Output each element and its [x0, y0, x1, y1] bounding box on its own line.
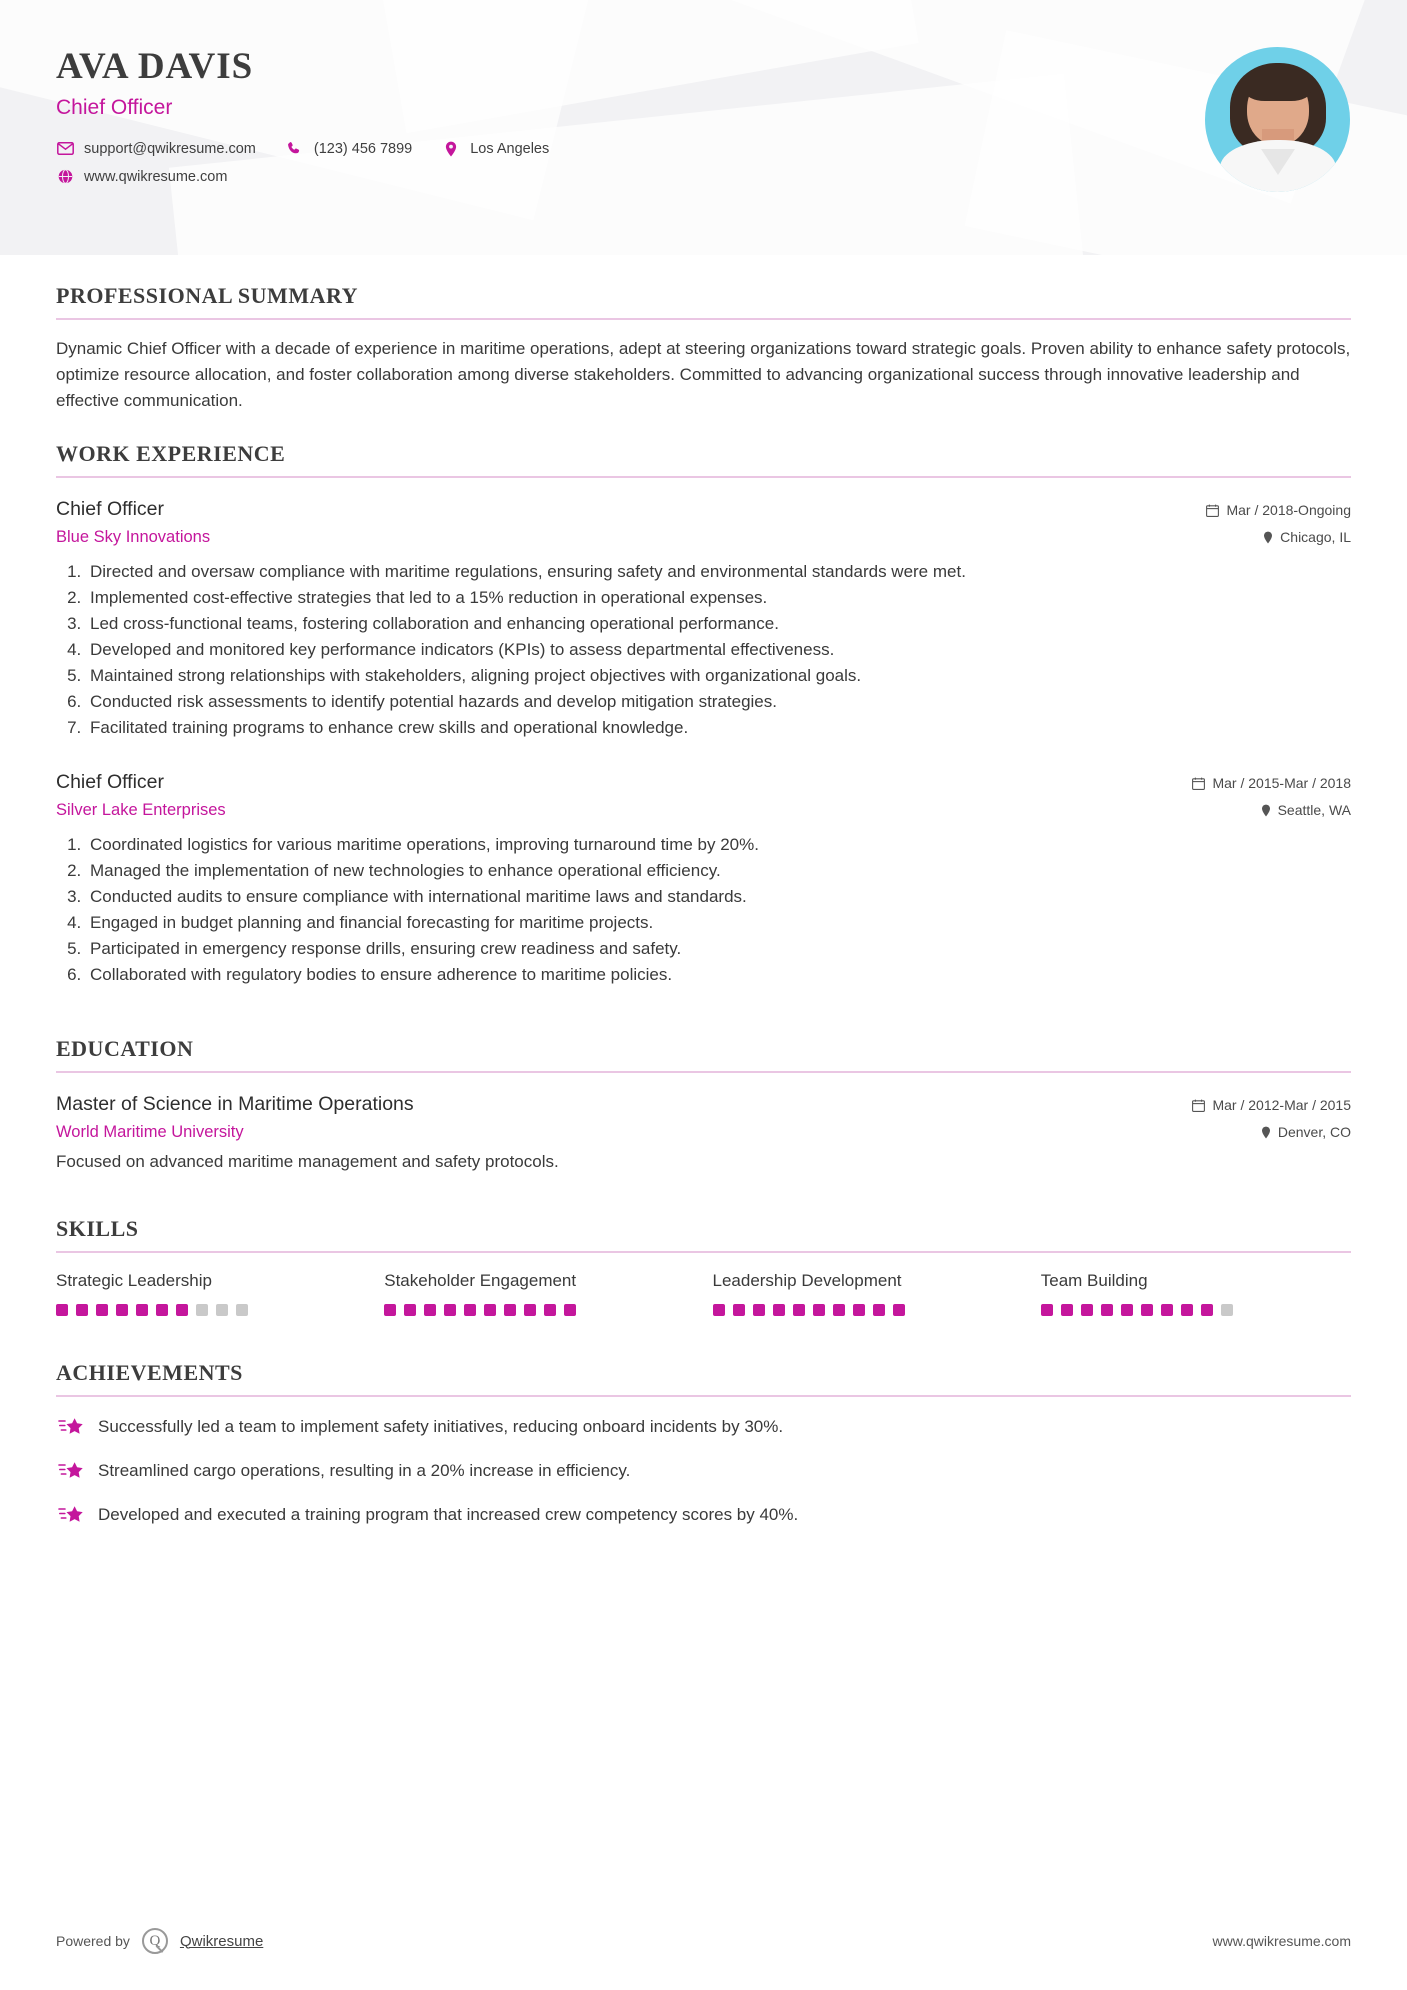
- bullet-item: 4. Engaged in budget planning and financial forecasting for maritime projects.: [86, 910, 1351, 936]
- phone-icon: [286, 140, 304, 158]
- section-divider: [56, 1395, 1351, 1397]
- qwikresume-logo-icon: Q: [142, 1928, 168, 1954]
- skill-rating-dot: [1101, 1304, 1113, 1316]
- skill-rating-dot: [1041, 1304, 1053, 1316]
- skill-rating-dot: [1081, 1304, 1093, 1316]
- skill-item: [1041, 1271, 1351, 1316]
- bullet-item: 1. Coordinated logistics for various maritime operations, improving turnaround time by 20%.: [86, 832, 1351, 858]
- education-institution: World Maritime University: [56, 1123, 244, 1142]
- bullet-item: 5. Maintained strong relationships with stakeholders, aligning project objectives with organizational goals.: [86, 663, 1351, 689]
- bullet-item: 2. Managed the implementation of new technologies to enhance operational efficiency.: [86, 858, 1351, 884]
- bullet-item: 3. Led cross-functional teams, fostering collaboration and enhancing operational performance.: [86, 611, 1351, 637]
- calendar-icon: [1192, 777, 1205, 790]
- section-divider: [56, 1071, 1351, 1073]
- calendar-icon: [1206, 504, 1219, 517]
- skill-label: Leadership Development: [712, 1271, 902, 1291]
- experience-job-title: Chief Officer: [56, 771, 165, 794]
- skill-rating-dot: [504, 1304, 516, 1316]
- skill-item: [56, 1271, 366, 1316]
- education-degree: Master of Science in Maritime Operations: [56, 1093, 414, 1116]
- experience-entry: [56, 771, 1351, 988]
- skill-rating-dot: [813, 1304, 825, 1316]
- skill-rating: [384, 1304, 694, 1316]
- education-entry: [56, 1093, 1351, 1172]
- skill-rating-dot: [56, 1304, 68, 1316]
- skill-rating-dot: [564, 1304, 576, 1316]
- skill-rating: [56, 1304, 366, 1316]
- experience-dates: Mar / 2018-Ongoing: [1226, 502, 1351, 519]
- skill-rating-dot: [384, 1304, 396, 1316]
- skill-label: Stakeholder Engagement: [384, 1271, 577, 1291]
- section-title: ACHIEVEMENTS: [56, 1360, 243, 1386]
- bullet-item: 3. Conducted audits to ensure compliance with international maritime laws and standards.: [86, 884, 1351, 910]
- skill-label: Strategic Leadership: [56, 1271, 212, 1291]
- skill-rating-dot: [76, 1304, 88, 1316]
- contact-email-text: support@qwikresume.com: [84, 140, 256, 157]
- powered-by-label: Powered by: [56, 1933, 130, 1949]
- section-title: SKILLS: [56, 1216, 139, 1242]
- profile-photo: [1205, 47, 1350, 192]
- experience-job-title: Chief Officer: [56, 498, 165, 521]
- skill-item: [384, 1271, 694, 1316]
- experience-bullets: [56, 832, 1351, 988]
- map-pin-icon: [1261, 804, 1271, 817]
- contact-phone-text: (123) 456 7899: [313, 140, 413, 157]
- experience-dates: Mar / 2015-Mar / 2018: [1212, 775, 1351, 792]
- achievement-text: Streamlined cargo operations, resulting in a 20% increase in efficiency.: [98, 1461, 631, 1481]
- experience-company: Blue Sky Innovations: [56, 528, 211, 547]
- experience-location: Chicago, IL: [1280, 529, 1351, 546]
- contact-details: [56, 140, 1351, 186]
- skill-rating-dot: [1181, 1304, 1193, 1316]
- section-professional-summary: [56, 283, 1351, 413]
- star-icon: [56, 1415, 86, 1438]
- globe-icon: [56, 168, 74, 186]
- contact-website-text: www.qwikresume.com: [84, 168, 228, 185]
- contact-phone[interactable]: [286, 140, 412, 158]
- contact-website[interactable]: [56, 168, 227, 186]
- achievement-item: [56, 1415, 1351, 1439]
- summary-text: Dynamic Chief Officer with a decade of experience in maritime operations, adept at steering organizations toward strategic goals. Proven ability to enhance safety protocols, optimize resource allocation, and foster collaboration among diverse stakeholders. Committed to advancing organizational success through innovative leadership and effective communication.: [56, 339, 1351, 410]
- skills-grid: [56, 1271, 1351, 1316]
- page-footer: [0, 1928, 1407, 1954]
- bullet-item: 4. Developed and monitored key performance indicators (KPIs) to assess departmental effectiveness.: [86, 637, 1351, 663]
- skill-rating: [713, 1304, 1023, 1316]
- skill-rating-dot: [733, 1304, 745, 1316]
- star-icon: [56, 1503, 86, 1526]
- experience-company: Silver Lake Enterprises: [56, 801, 226, 820]
- bullet-item: 1. Directed and oversaw compliance with maritime regulations, ensuring safety and environmental standards were met.: [86, 559, 1351, 585]
- skill-rating-dot: [1121, 1304, 1133, 1316]
- bullet-item: 6. Collaborated with regulatory bodies to ensure adherence to maritime policies.: [86, 962, 1351, 988]
- education-description: Focused on advanced maritime management and safety protocols.: [56, 1152, 559, 1172]
- experience-bullets: [56, 559, 1351, 741]
- skill-rating-dot: [853, 1304, 865, 1316]
- star-icon: [56, 1459, 86, 1482]
- skill-label: Team Building: [1040, 1271, 1148, 1291]
- education-location: Denver, CO: [1277, 1124, 1351, 1141]
- skill-rating-dot: [96, 1304, 108, 1316]
- skill-rating: [1041, 1304, 1351, 1316]
- skill-rating-dot: [156, 1304, 168, 1316]
- skill-rating-dot: [893, 1304, 905, 1316]
- section-skills: [56, 1216, 1351, 1316]
- skill-rating-dot: [753, 1304, 765, 1316]
- experience-entry: [56, 498, 1351, 741]
- experience-location: Seattle, WA: [1277, 802, 1351, 819]
- skill-rating-dot: [464, 1304, 476, 1316]
- footer-website[interactable]: www.qwikresume.com: [1212, 1933, 1351, 1949]
- section-education: [56, 1036, 1351, 1172]
- achievement-item: [56, 1503, 1351, 1527]
- contact-location: [442, 140, 549, 158]
- achievement-text: Successfully led a team to implement safety initiatives, reducing onboard incidents by 30%.: [98, 1417, 784, 1437]
- bullet-item: 7. Facilitated training programs to enhance crew skills and operational knowledge.: [86, 715, 1351, 741]
- skill-rating-dot: [1061, 1304, 1073, 1316]
- resume-header: [0, 0, 1407, 255]
- calendar-icon: [1192, 1099, 1205, 1112]
- skill-rating-dot: [196, 1304, 208, 1316]
- map-pin-icon: [1261, 1126, 1271, 1139]
- section-achievements: [56, 1360, 1351, 1526]
- section-title: PROFESSIONAL SUMMARY: [56, 283, 358, 308]
- skill-rating-dot: [404, 1304, 416, 1316]
- skill-rating-dot: [116, 1304, 128, 1316]
- skill-rating-dot: [484, 1304, 496, 1316]
- education-dates: Mar / 2012-Mar / 2015: [1212, 1097, 1351, 1114]
- contact-email[interactable]: [56, 140, 256, 158]
- skill-rating-dot: [793, 1304, 805, 1316]
- achievements-list: [56, 1415, 1351, 1526]
- section-title: EDUCATION: [56, 1036, 194, 1062]
- skill-rating-dot: [1221, 1304, 1233, 1316]
- achievement-item: [56, 1459, 1351, 1483]
- contact-location-text: Los Angeles: [470, 140, 550, 157]
- skill-rating-dot: [236, 1304, 248, 1316]
- section-work-experience: [56, 441, 1351, 988]
- skill-rating-dot: [1161, 1304, 1173, 1316]
- skill-rating-dot: [524, 1304, 536, 1316]
- candidate-name: AVA DAVIS: [56, 46, 254, 87]
- skill-item: [713, 1271, 1023, 1316]
- bullet-item: 2. Implemented cost-effective strategies that led to a 15% reduction in operational expenses.: [86, 585, 1351, 611]
- skill-rating-dot: [216, 1304, 228, 1316]
- section-title: WORK EXPERIENCE: [56, 441, 286, 467]
- skill-rating-dot: [444, 1304, 456, 1316]
- bullet-item: 6. Conducted risk assessments to identify potential hazards and develop mitigation strategies.: [86, 689, 1351, 715]
- achievement-text: Developed and executed a training program that increased crew competency scores by 40%.: [98, 1505, 799, 1525]
- skill-rating-dot: [136, 1304, 148, 1316]
- skill-rating-dot: [773, 1304, 785, 1316]
- powered-by-block: [56, 1928, 263, 1954]
- skill-rating-dot: [176, 1304, 188, 1316]
- section-divider: [56, 1251, 1351, 1253]
- skill-rating-dot: [713, 1304, 725, 1316]
- skill-rating-dot: [833, 1304, 845, 1316]
- skill-rating-dot: [544, 1304, 556, 1316]
- map-pin-icon: [1263, 531, 1273, 544]
- map-pin-icon: [442, 140, 460, 158]
- envelope-icon: [56, 140, 74, 158]
- skill-rating-dot: [1201, 1304, 1213, 1316]
- section-divider: [56, 318, 1351, 320]
- skill-rating-dot: [1141, 1304, 1153, 1316]
- bullet-item: 5. Participated in emergency response drills, ensuring crew readiness and safety.: [86, 936, 1351, 962]
- qwikresume-brand-link[interactable]: Qwikresume: [179, 1932, 264, 1950]
- section-divider: [56, 476, 1351, 478]
- skill-rating-dot: [873, 1304, 885, 1316]
- candidate-role: Chief Officer: [56, 95, 173, 119]
- skill-rating-dot: [424, 1304, 436, 1316]
